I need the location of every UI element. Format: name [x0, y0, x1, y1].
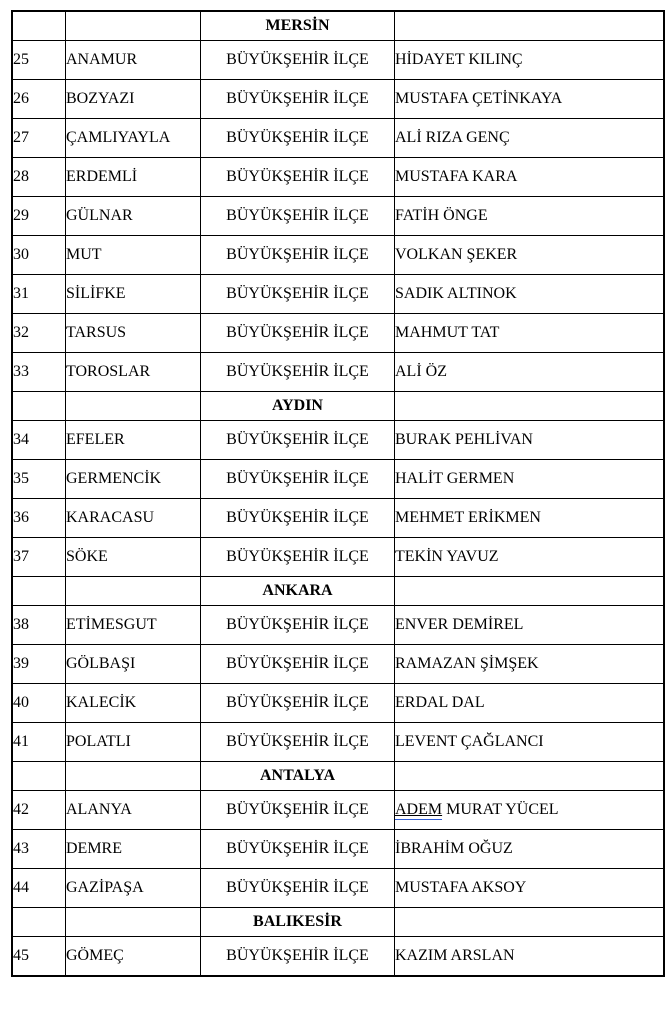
cell-district: KARACASU	[66, 499, 201, 538]
cell-type: BÜYÜKŞEHİR İLÇE	[201, 158, 395, 197]
cell-name: BURAK PEHLİVAN	[395, 421, 665, 460]
empty-cell	[12, 577, 66, 606]
cell-no: 28	[12, 158, 66, 197]
cell-no: 37	[12, 538, 66, 577]
cell-no: 45	[12, 937, 66, 977]
cell-type: BÜYÜKŞEHİR İLÇE	[201, 645, 395, 684]
cell-name: MUSTAFA ÇETİNKAYA	[395, 80, 665, 119]
cell-no: 35	[12, 460, 66, 499]
empty-cell	[395, 577, 665, 606]
cell-type: BÜYÜKŞEHİR İLÇE	[201, 684, 395, 723]
cell-district: GÖMEÇ	[66, 937, 201, 977]
cell-type: BÜYÜKŞEHİR İLÇE	[201, 869, 395, 908]
cell-name: MEHMET ERİKMEN	[395, 499, 665, 538]
province-name: AYDIN	[201, 392, 395, 421]
cell-name: MUSTAFA KARA	[395, 158, 665, 197]
cell-name: ADEM MURAT YÜCEL	[395, 791, 665, 830]
cell-district: SİLİFKE	[66, 275, 201, 314]
cell-no: 31	[12, 275, 66, 314]
table-row	[12, 421, 664, 460]
empty-cell	[66, 908, 201, 937]
cell-district: ÇAMLIYAYLA	[66, 119, 201, 158]
cell-district: ETİMESGUT	[66, 606, 201, 645]
cell-no: 38	[12, 606, 66, 645]
cell-name: HALİT GERMEN	[395, 460, 665, 499]
cell-district: TARSUS	[66, 314, 201, 353]
mayors-table	[11, 10, 665, 977]
empty-cell	[66, 577, 201, 606]
cell-name: RAMAZAN ŞİMŞEK	[395, 645, 665, 684]
empty-cell	[395, 11, 665, 41]
table-body	[12, 11, 664, 976]
table-row	[12, 791, 664, 830]
cell-district: BOZYAZI	[66, 80, 201, 119]
empty-cell	[395, 762, 665, 791]
province-header-row	[12, 908, 664, 937]
cell-district: KALECİK	[66, 684, 201, 723]
cell-type: BÜYÜKŞEHİR İLÇE	[201, 41, 395, 80]
table-row	[12, 236, 664, 275]
cell-district: DEMRE	[66, 830, 201, 869]
table-row	[12, 645, 664, 684]
table-row	[12, 830, 664, 869]
cell-no: 30	[12, 236, 66, 275]
table-row	[12, 353, 664, 392]
cell-district: POLATLI	[66, 723, 201, 762]
cell-no: 42	[12, 791, 66, 830]
table-row	[12, 158, 664, 197]
cell-type: BÜYÜKŞEHİR İLÇE	[201, 236, 395, 275]
table-row	[12, 119, 664, 158]
cell-name: FATİH ÖNGE	[395, 197, 665, 236]
cell-name: SADIK ALTINOK	[395, 275, 665, 314]
cell-name: TEKİN YAVUZ	[395, 538, 665, 577]
table-row	[12, 197, 664, 236]
cell-name: MAHMUT TAT	[395, 314, 665, 353]
cell-type: BÜYÜKŞEHİR İLÇE	[201, 80, 395, 119]
table-row	[12, 80, 664, 119]
cell-district: MUT	[66, 236, 201, 275]
cell-type: BÜYÜKŞEHİR İLÇE	[201, 314, 395, 353]
cell-name: LEVENT ÇAĞLANCI	[395, 723, 665, 762]
cell-no: 29	[12, 197, 66, 236]
cell-district: GÖLBAŞI	[66, 645, 201, 684]
table-row	[12, 869, 664, 908]
underlined-name-part: ADEM	[395, 801, 443, 819]
cell-no: 27	[12, 119, 66, 158]
table-row	[12, 684, 664, 723]
province-name: ANTALYA	[201, 762, 395, 791]
cell-no: 44	[12, 869, 66, 908]
cell-no: 26	[12, 80, 66, 119]
cell-district: GERMENCİK	[66, 460, 201, 499]
document-page	[0, 10, 666, 1010]
empty-cell	[12, 392, 66, 421]
province-name: BALIKESİR	[201, 908, 395, 937]
table-row	[12, 538, 664, 577]
table-row	[12, 460, 664, 499]
cell-district: SÖKE	[66, 538, 201, 577]
cell-no: 33	[12, 353, 66, 392]
province-header-row	[12, 577, 664, 606]
cell-type: BÜYÜKŞEHİR İLÇE	[201, 275, 395, 314]
empty-cell	[66, 392, 201, 421]
province-header-row	[12, 762, 664, 791]
cell-district: TOROSLAR	[66, 353, 201, 392]
empty-cell	[395, 908, 665, 937]
cell-type: BÜYÜKŞEHİR İLÇE	[201, 606, 395, 645]
cell-no: 34	[12, 421, 66, 460]
cell-name: ERDAL DAL	[395, 684, 665, 723]
cell-district: GAZİPAŞA	[66, 869, 201, 908]
province-name: ANKARA	[201, 577, 395, 606]
cell-name: MUSTAFA AKSOY	[395, 869, 665, 908]
cell-name: KAZIM ARSLAN	[395, 937, 665, 977]
cell-type: BÜYÜKŞEHİR İLÇE	[201, 791, 395, 830]
cell-district: ANAMUR	[66, 41, 201, 80]
cell-no: 32	[12, 314, 66, 353]
cell-type: BÜYÜKŞEHİR İLÇE	[201, 499, 395, 538]
cell-district: GÜLNAR	[66, 197, 201, 236]
cell-district: ERDEMLİ	[66, 158, 201, 197]
cell-type: BÜYÜKŞEHİR İLÇE	[201, 538, 395, 577]
table-row	[12, 499, 664, 538]
table-row	[12, 275, 664, 314]
cell-type: BÜYÜKŞEHİR İLÇE	[201, 723, 395, 762]
cell-name: ENVER DEMİREL	[395, 606, 665, 645]
cell-no: 43	[12, 830, 66, 869]
cell-type: BÜYÜKŞEHİR İLÇE	[201, 460, 395, 499]
cell-name: ALİ RIZA GENÇ	[395, 119, 665, 158]
table-row	[12, 314, 664, 353]
cell-type: BÜYÜKŞEHİR İLÇE	[201, 937, 395, 977]
empty-cell	[12, 908, 66, 937]
province-header-row	[12, 11, 664, 41]
empty-cell	[66, 762, 201, 791]
cell-name: HİDAYET KILINÇ	[395, 41, 665, 80]
cell-type: BÜYÜKŞEHİR İLÇE	[201, 353, 395, 392]
province-header-row	[12, 392, 664, 421]
cell-no: 36	[12, 499, 66, 538]
cell-no: 39	[12, 645, 66, 684]
cell-type: BÜYÜKŞEHİR İLÇE	[201, 119, 395, 158]
cell-no: 25	[12, 41, 66, 80]
cell-no: 41	[12, 723, 66, 762]
cell-name: ALİ ÖZ	[395, 353, 665, 392]
table-row	[12, 606, 664, 645]
cell-district: EFELER	[66, 421, 201, 460]
empty-cell	[66, 11, 201, 41]
empty-cell	[12, 11, 66, 41]
cell-type: BÜYÜKŞEHİR İLÇE	[201, 830, 395, 869]
cell-no: 40	[12, 684, 66, 723]
cell-type: BÜYÜKŞEHİR İLÇE	[201, 421, 395, 460]
cell-name: İBRAHİM OĞUZ	[395, 830, 665, 869]
table-row	[12, 41, 664, 80]
empty-cell	[395, 392, 665, 421]
empty-cell	[12, 762, 66, 791]
cell-type: BÜYÜKŞEHİR İLÇE	[201, 197, 395, 236]
cell-name: VOLKAN ŞEKER	[395, 236, 665, 275]
cell-district: ALANYA	[66, 791, 201, 830]
province-name: MERSİN	[201, 11, 395, 41]
table-row	[12, 723, 664, 762]
table-row	[12, 937, 664, 977]
